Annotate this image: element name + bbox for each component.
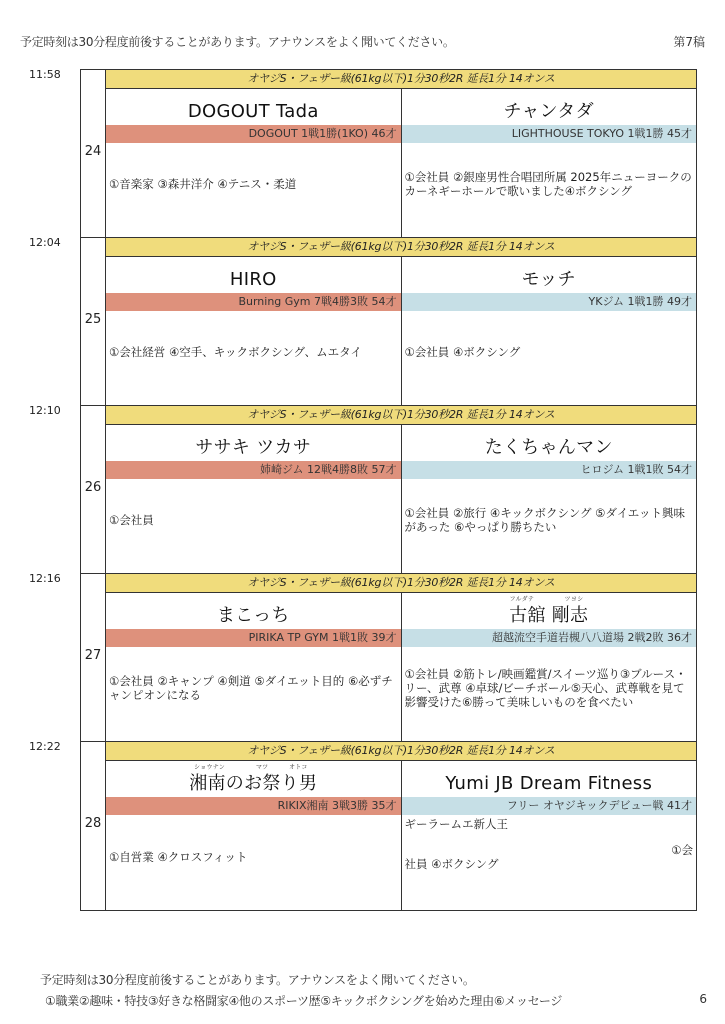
fighter-record: LIGHTHOUSE TOKYO 1戦1勝 45才 [402, 125, 697, 143]
bout-row [29, 572, 696, 742]
fighter-name [402, 593, 697, 629]
bout-number: 26 [84, 480, 102, 495]
furigana: オトコ [289, 764, 308, 771]
fighter-record: ヒロジム 1戦1敗 54才 [402, 461, 697, 479]
fighter-name: HIRO [229, 269, 277, 290]
blue-corner [402, 257, 697, 405]
weight-class-banner: オヤジS・フェザー級(61kg以下)1分30秒2R 延長1分 14オンス [106, 70, 696, 89]
bout-number-cell [81, 70, 106, 237]
fighter-profile [402, 815, 697, 910]
bout-time: 12:22 [29, 740, 61, 753]
fighter-profile: ①会社員 [109, 513, 154, 527]
fighter-profile: ①自営業 ④クロスフィット [109, 849, 248, 864]
furigana: マツ [256, 764, 269, 771]
bout-row [29, 68, 696, 238]
fighter-record: フリー オヤジキックデビュー戦 41才 [402, 797, 697, 815]
weight-class-banner: オヤジS・フェザー級(61kg以下)1分30秒2R 延長1分 14オンス [106, 742, 696, 761]
fighter-profile: ①会社経営 ④空手、キックボクシング、ムエタイ [109, 345, 362, 359]
profile-legend: ①職業②趣味・特技③好きな格闘家④他のスポーツ歴⑤キックボクシングを始めた理由⑥メッセージ [45, 994, 563, 1008]
fighter-name: たくちゃんマン [484, 437, 613, 458]
fighter-record: DOGOUT 1戦1勝(1KO) 46才 [106, 125, 401, 143]
fighter-record: YKジム 1戦1勝 49才 [402, 293, 697, 311]
fighter-profile: ①会社員 ②筋トレ/映画鑑賞/スイーツ巡り③ブルース・リー、武尊 ④卓球/ビーチボール⑤天心、武尊戦を見て影響受けた⑥勝って美味しいものを食べたい [404, 667, 687, 709]
furigana: フルダテ [509, 596, 535, 603]
bout-number-cell [81, 406, 106, 573]
red-corner [106, 425, 402, 573]
fighter-name: ササキ ツカサ [195, 437, 312, 458]
draft-number: 第7稿 [673, 35, 705, 49]
fighter-name: モッチ [521, 269, 576, 290]
fighter-profile: ①会社員 ④ボクシング [404, 345, 521, 359]
bout-number: 27 [84, 648, 102, 663]
fighter-name-text: 湘南のお祭り男 [189, 773, 318, 794]
bout-number-cell [81, 574, 106, 741]
bout-number: 24 [84, 144, 102, 159]
bout-number-cell [81, 238, 106, 405]
red-corner [106, 257, 402, 405]
fighter-profile: ①音楽家 ③森井洋介 ④テニス・柔道 [109, 177, 297, 191]
bout-number-cell [81, 742, 106, 910]
red-corner [106, 593, 402, 741]
furigana: ツヨシ [564, 596, 584, 603]
furigana: ショウナン [194, 764, 226, 771]
weight-class-banner: オヤジS・フェザー級(61kg以下)1分30秒2R 延長1分 14オンス [106, 574, 696, 593]
page-number: 6 [699, 992, 707, 1006]
blue-corner [402, 761, 697, 910]
bout-row [29, 236, 696, 406]
bout-schedule-table [29, 68, 697, 911]
fighter-profile: ①会社員 ②銀座男性合唱団所属 2025年ニューヨークのカーネギーホールで歌いました④ボクシング [404, 170, 692, 198]
fighter-profile: ①会社員 ②旅行 ④キックボクシング ⑤ダイエット興味があった ⑥やっぱり勝ちたい [404, 506, 686, 534]
profile-line: 社員 ④ボクシング [404, 857, 499, 871]
fighter-record: 姉崎ジム 12戦4勝8敗 57才 [106, 461, 401, 479]
bout-number: 25 [84, 312, 102, 327]
blue-corner [402, 89, 697, 237]
blue-corner [402, 593, 697, 741]
fighter-name: チャンタダ [503, 101, 594, 122]
fighter-name-text: 古舘 剛志 [509, 605, 589, 626]
fighter-profile: ①会社員 ②キャンプ ④剣道 ⑤ダイエット目的 ⑥必ずチャンピオンになる [109, 674, 393, 702]
profile-line: ギーラームエ新人王 [404, 817, 508, 831]
bout-time: 11:58 [29, 68, 61, 81]
bout-time: 12:04 [29, 236, 61, 249]
profile-line: ①会 [671, 843, 693, 857]
bout-time: 12:16 [29, 572, 61, 585]
fighter-record: Burning Gym 7戦4勝3敗 54才 [106, 293, 401, 311]
fighter-name: まこっち [216, 605, 290, 626]
blue-corner [402, 425, 697, 573]
red-corner [106, 761, 402, 910]
bout-number: 28 [84, 816, 102, 831]
schedule-note: 予定時刻は30分程度前後することがあります。アナウンスをよく聞いてください。 [20, 35, 455, 49]
bout-time: 12:10 [29, 404, 61, 417]
fighter-record: RIKIX湘南 3戦3勝 35才 [106, 797, 401, 815]
fighter-record: 超越流空手道岩槻八八道場 2戦2敗 36才 [402, 629, 697, 647]
fighter-record: PIRIKA TP GYM 1戦1敗 39才 [106, 629, 401, 647]
fighter-name [106, 761, 401, 797]
bout-row [29, 404, 696, 574]
weight-class-banner: オヤジS・フェザー級(61kg以下)1分30秒2R 延長1分 14オンス [106, 406, 696, 425]
bout-row [29, 740, 696, 910]
footer-schedule-note: 予定時刻は30分程度前後することがあります。アナウンスをよく聞いてください。 [40, 973, 475, 987]
weight-class-banner: オヤジS・フェザー級(61kg以下)1分30秒2R 延長1分 14オンス [106, 238, 696, 257]
red-corner [106, 89, 402, 237]
fighter-name: Yumi JB Dream Fitness [445, 773, 653, 794]
fighter-name: DOGOUT Tada [187, 101, 319, 122]
